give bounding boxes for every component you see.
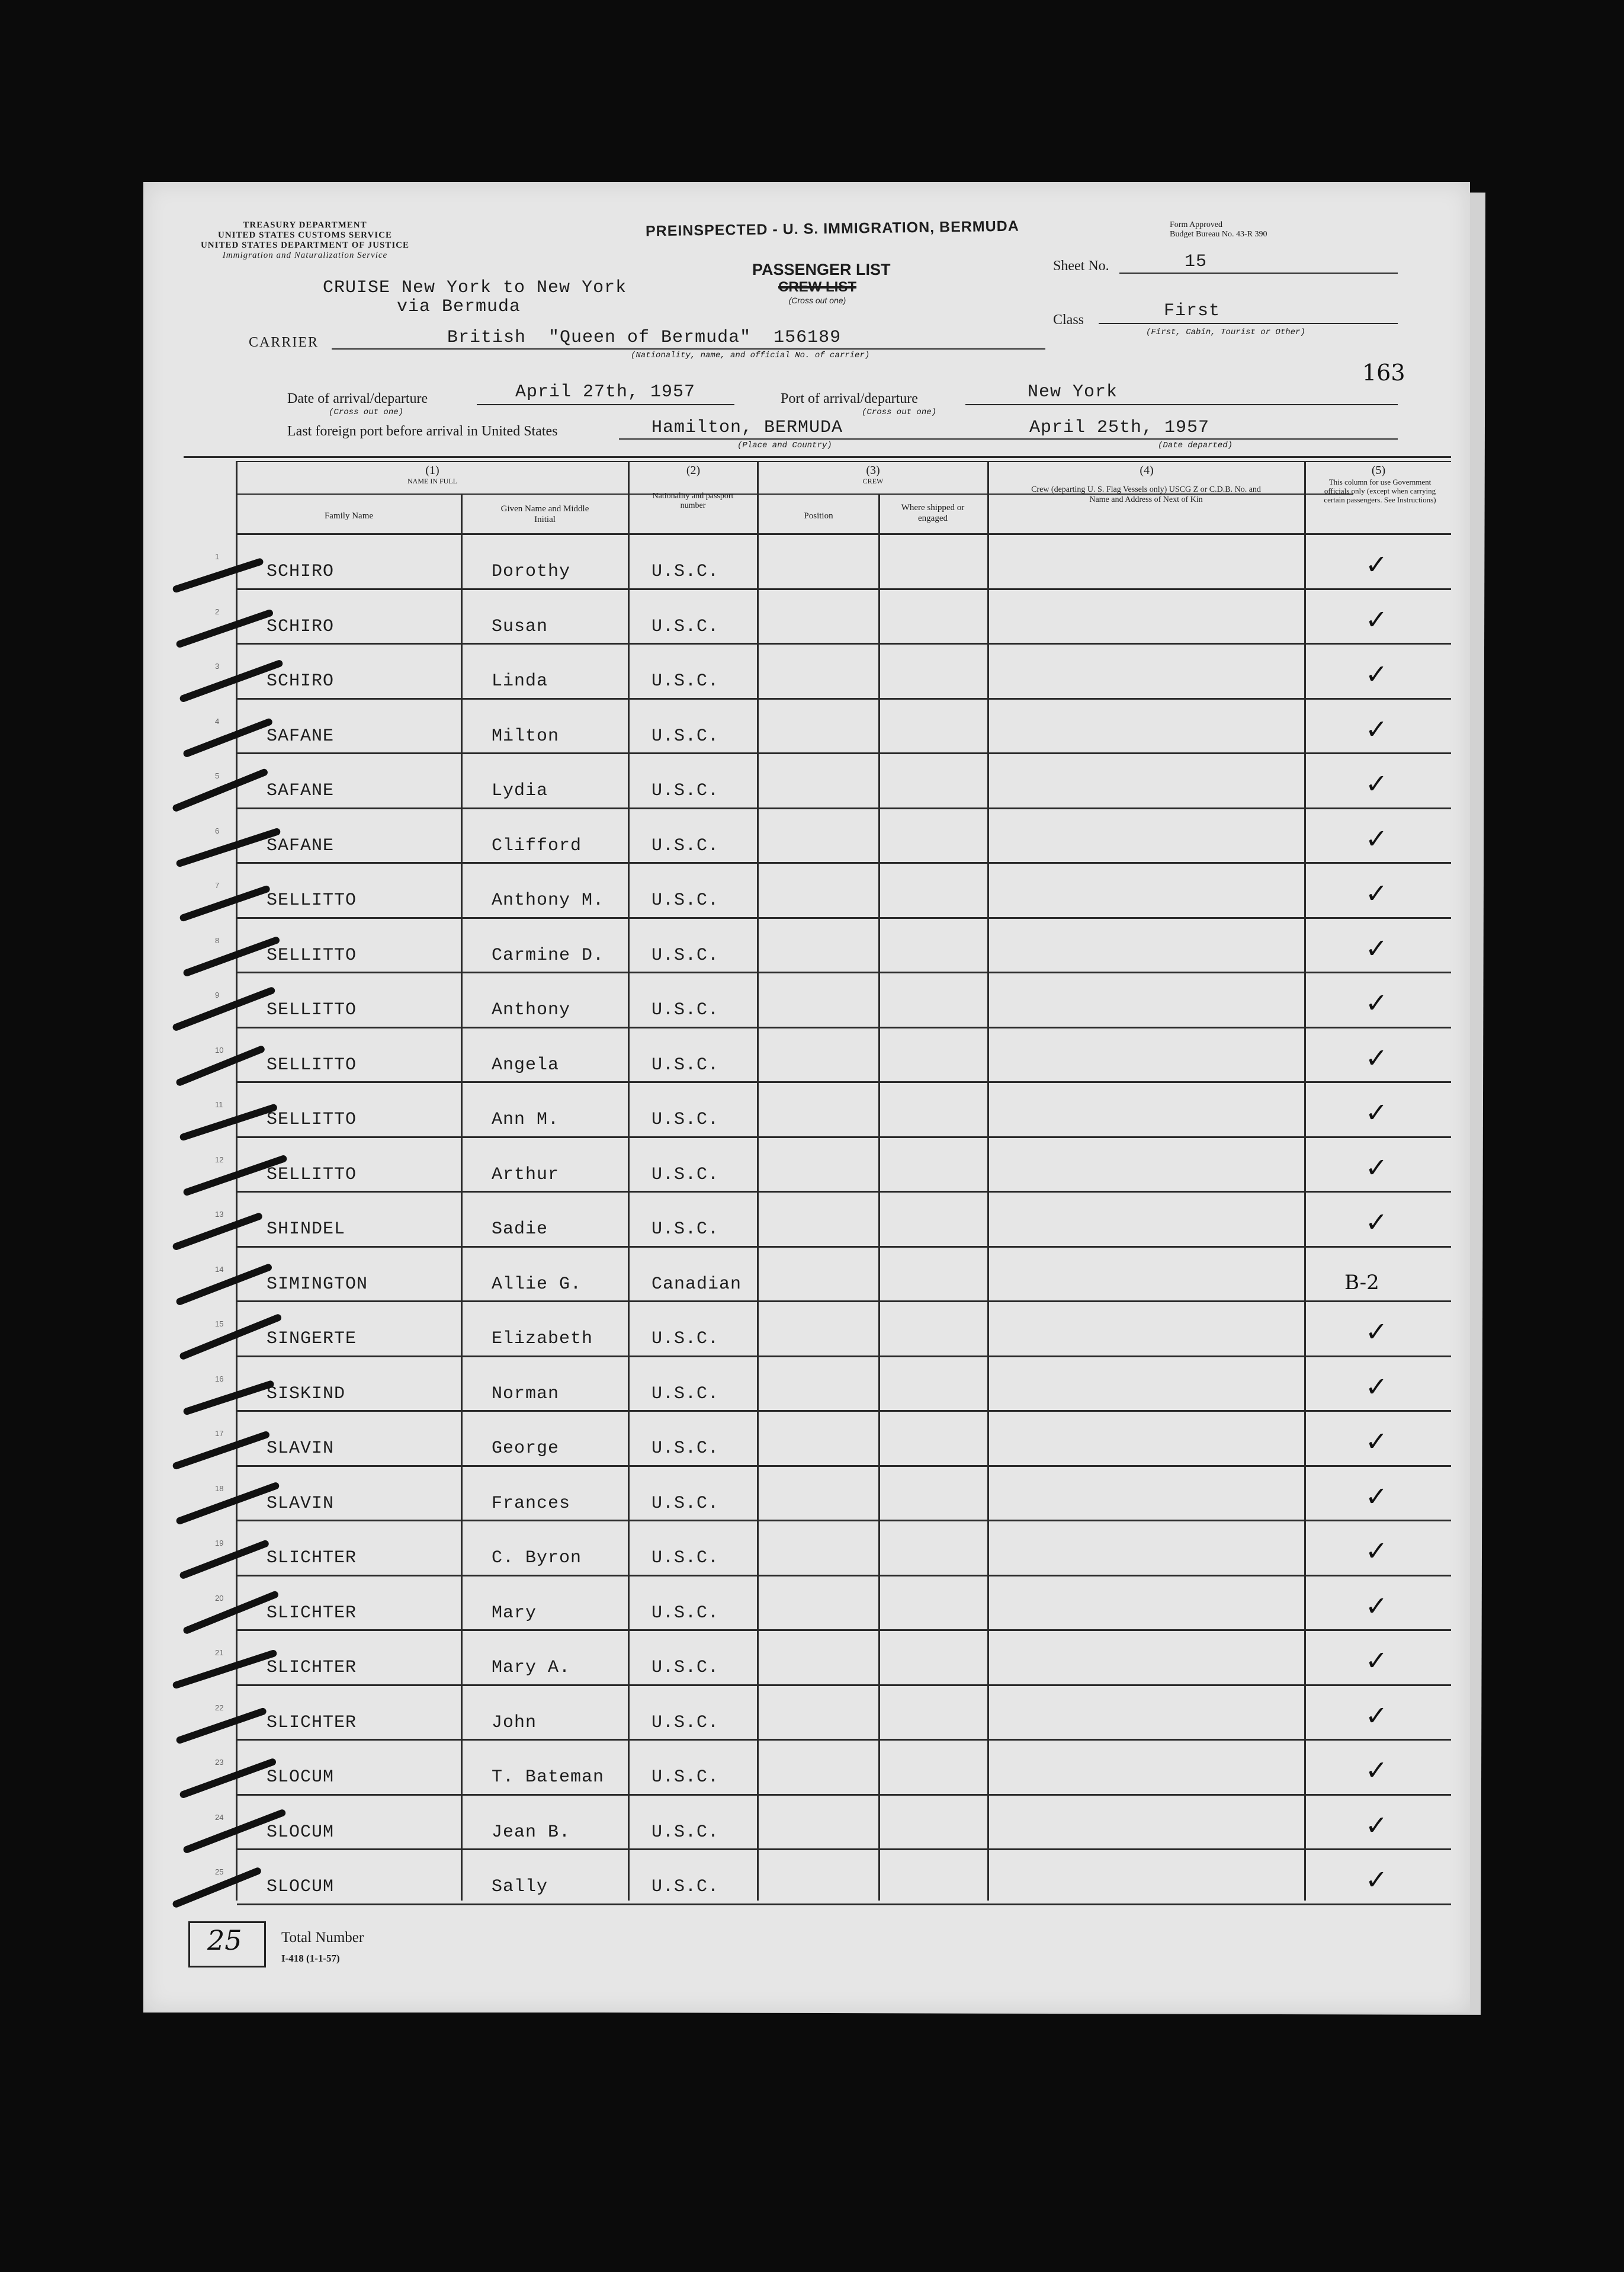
nationality-cell: U.S.C. [651,1548,720,1568]
given-name-cell: Milton [492,726,560,746]
nationality-heading: Nationality and passport number [652,492,734,510]
total-number-label: Total Number [281,1930,364,1946]
govt-mark: ✓ [1367,1097,1386,1132]
nationality-cell: U.S.C. [651,1767,720,1787]
given-name-heading: Given Name and Middle Initial [500,504,589,524]
govt-mark: ✓ [1367,658,1386,693]
carrier-note: (Nationality, name, and official No. of carrier) [631,351,870,360]
row-number: 1 [215,552,220,561]
given-name-cell: Dorothy [492,562,571,582]
dept-line-4: Immigration and Naturalization Service [222,251,388,260]
given-name-cell: Ann M. [492,1110,560,1130]
nationality-cell: U.S.C. [651,1000,720,1020]
last-port-label: Last foreign port before arrival in United States [287,424,558,439]
passenger-list-title: PASSENGER LIST [752,261,891,278]
port-underline [965,404,1398,405]
row-divider [237,1794,1451,1796]
total-number-value: 25 [207,1924,242,1956]
row-divider [237,807,1451,809]
row-divider [237,1465,1451,1467]
govt-mark: ✓ [1367,1809,1386,1844]
govt-mark: ✓ [1367,987,1386,1022]
form-approved-label: Form Approved [1170,220,1223,229]
row-divider [237,1684,1451,1686]
row-number: 12 [215,1155,224,1164]
nationality-cell: U.S.C. [651,1822,720,1842]
govt-mark: ✓ [1367,1480,1386,1515]
form-approved [1170,220,1267,239]
row-number: 6 [215,826,220,835]
family-name-cell: SELLITTO [267,1110,357,1130]
family-name-cell: SINGERTE [267,1329,357,1349]
govt-mark: ✓ [1367,1535,1386,1570]
class-value: First [1164,301,1221,321]
family-name-cell: SLICHTER [267,1712,357,1733]
cruise-line-2: via Bermuda [397,297,521,317]
family-name-cell: SAFANE [267,835,335,856]
given-name-cell: Lydia [492,781,548,801]
col5-number: (5) [1371,464,1386,477]
nationality-cell: Canadian [651,1274,742,1294]
govt-mark: ✓ [1367,877,1386,912]
family-name-cell: SELLITTO [267,890,357,911]
nationality-cell: U.S.C. [651,1164,720,1185]
carrier-label: CARRIER [249,335,319,350]
nationality-cell: U.S.C. [651,1383,720,1404]
row-number: 5 [215,771,220,780]
family-name-cell: SAFANE [267,726,335,746]
class-underline [1099,323,1398,324]
given-name-cell: Mary [492,1603,537,1623]
col1-heading [237,465,628,486]
row-divider [237,1739,1451,1741]
row-number: 17 [215,1429,224,1438]
family-name-cell: SLOCUM [267,1877,335,1897]
given-name-cell: Mary A. [492,1658,571,1678]
given-name-cell: Angela [492,1055,560,1075]
dept-line-1: TREASURY DEPARTMENT [243,220,367,230]
crew-kin-heading: Crew (departing U. S. Flag Vessels only) USCG Z or C.D.B. No. and Name and Address of Next of Kin [1031,485,1261,504]
govt-mark: ✓ [1367,603,1386,639]
row-number: 22 [215,1703,224,1712]
nationality-cell: U.S.C. [651,1603,720,1623]
nationality-cell: U.S.C. [651,1055,720,1075]
nationality-cell: U.S.C. [651,1438,720,1459]
date-departed-value: April 25th, 1957 [1029,418,1210,438]
date-departed-note: (Date departed) [1158,441,1233,450]
nationality-cell: U.S.C. [651,562,720,582]
govt-mark: ✓ [1367,1425,1386,1460]
family-name-cell: SAFANE [267,781,335,801]
given-name-cell: Frances [492,1493,571,1514]
form-number: I-418 (1-1-57) [281,1953,340,1964]
govt-mark: ✓ [1367,1316,1386,1351]
row-number: 2 [215,607,220,616]
given-name-cell: Carmine D. [492,945,605,966]
row-divider [237,752,1451,754]
cruise-route [323,278,627,316]
row-divider [237,1191,1451,1193]
date-arrival-label: Date of arrival/departure [287,391,428,406]
date-arrival-note: (Cross out one) [329,408,404,417]
department-block [178,220,432,261]
row-divider [237,1081,1451,1083]
dept-line-3: UNITED STATES DEPARTMENT OF JUSTICE [200,241,410,250]
family-name-cell: SIMINGTON [267,1274,368,1294]
nationality-cell: U.S.C. [651,945,720,966]
cross-out-note: (Cross out one) [788,296,846,305]
given-name-cell: T. Bateman [492,1767,605,1787]
port-value: New York [1028,382,1118,402]
given-name-cell: Sadie [492,1219,548,1239]
class-note: (First, Cabin, Tourist or Other) [1146,328,1305,337]
given-name-cell: Anthony M. [492,890,605,911]
list-title [752,261,891,305]
row-number: 23 [215,1758,224,1767]
govt-mark: ✓ [1367,1590,1386,1625]
govt-mark: ✓ [1367,768,1386,803]
given-name-cell: Susan [492,616,548,637]
family-name-cell: SELLITTO [267,945,357,966]
given-name-cell: Norman [492,1383,560,1404]
col1-number: (1) [425,464,439,477]
row-divider [237,1410,1451,1412]
col1-subtitle: NAME IN FULL [407,477,457,485]
row-number: 21 [215,1648,224,1657]
govt-mark: ✓ [1367,1042,1386,1077]
nationality-cell: U.S.C. [651,1219,720,1239]
row-divider [237,1629,1451,1631]
family-name-cell: SELLITTO [267,1055,357,1075]
family-name-heading: Family Name [324,511,374,521]
row-number: 20 [215,1593,224,1603]
govt-mark: ✓ [1367,1206,1386,1241]
row-divider [237,862,1451,864]
sheet-number: 15 [1185,252,1208,272]
row-number: 8 [215,935,220,945]
date-arrival-underline [477,404,734,405]
row-number: 25 [215,1867,224,1876]
family-name-cell: SCHIRO [267,671,335,691]
port-note: (Cross out one) [862,408,937,417]
family-name-cell: SLICHTER [267,1548,357,1568]
row-divider [237,1520,1451,1521]
family-name-cell: SLOCUM [267,1822,335,1842]
govt-mark: ✓ [1367,549,1386,584]
col3-number: (3) [866,464,880,477]
nationality-cell: U.S.C. [651,1493,720,1514]
nationality-cell: U.S.C. [651,1658,720,1678]
row-divider [237,588,1451,590]
last-port-value: Hamilton, BERMUDA [651,418,843,438]
given-name-cell: Clifford [492,835,582,856]
given-name-cell: Jean B. [492,1822,571,1842]
row-divider [237,1904,1451,1905]
row-number: 10 [215,1045,224,1055]
row-divider [237,1300,1451,1302]
govt-mark: ✓ [1367,1151,1386,1187]
family-name-cell: SLAVIN [267,1493,335,1514]
row-number: 3 [215,662,220,671]
position-heading: Position [804,511,833,521]
family-name-cell: SCHIRO [267,616,335,637]
govt-mark: ✓ [1367,1370,1386,1406]
preinspected-stamp: PREINSPECTED - U. S. IMMIGRATION, BERMUDA [645,217,1020,240]
row-number: 13 [215,1210,224,1219]
row-divider [237,643,1451,645]
row-number: 11 [215,1100,223,1109]
row-divider [237,1027,1451,1028]
given-name-cell: George [492,1438,560,1459]
given-name-cell: C. Byron [492,1548,582,1568]
govt-mark: ✓ [1367,1754,1386,1789]
dept-line-2: UNITED STATES CUSTOMS SERVICE [218,230,392,240]
row-number: 16 [215,1374,224,1383]
nationality-cell: U.S.C. [651,1712,720,1733]
family-name-cell: SLICHTER [267,1603,357,1623]
nationality-cell: U.S.C. [651,726,720,746]
row-divider [237,1246,1451,1248]
row-number: 4 [215,716,220,726]
row-number: 19 [215,1539,224,1547]
col3-subtitle: CREW [862,477,884,485]
date-arrival-value: April 27th, 1957 [515,382,696,402]
row-divider [237,972,1451,973]
govt-mark: ✓ [1367,1645,1386,1680]
govt-mark: ✓ [1367,932,1386,967]
row-divider [237,917,1451,919]
family-name-cell: SLICHTER [267,1658,357,1678]
row-number: 7 [215,881,220,890]
nationality-cell: U.S.C. [651,1110,720,1130]
row-divider [237,1848,1451,1850]
given-name-cell: Sally [492,1877,548,1897]
carrier-underline [332,348,1045,350]
given-name-cell: Anthony [492,1000,571,1020]
govt-mark: ✓ [1367,1864,1386,1899]
table-top-border [184,456,1451,458]
row-divider [237,698,1451,700]
header-bottom-border [237,533,1451,535]
col4-number: (4) [1140,464,1154,477]
last-port-note: (Place and Country) [737,441,832,450]
cruise-line-1: CRUISE New York to New York [323,278,627,298]
row-number: 18 [215,1483,224,1493]
crew-list-title: CREW LIST [778,279,856,295]
row-number: 14 [215,1264,224,1274]
nationality-cell: U.S.C. [651,671,720,691]
budget-bureau-number: Budget Bureau No. 43-R 390 [1170,230,1267,239]
sheet-underline [1119,273,1398,274]
nationality-cell: U.S.C. [651,616,720,637]
nationality-cell: U.S.C. [651,890,720,911]
family-name-cell: SISKIND [267,1383,346,1404]
col3-heading [759,465,987,486]
given-name-cell: Linda [492,671,548,691]
page-number: 163 [1362,360,1405,386]
govt-use-heading: This column for use Government officials only (except when carrying certain passengers. See Instructions) [1324,478,1436,504]
port-label: Port of arrival/departure [781,391,918,406]
class-label: Class [1053,312,1084,328]
nationality-cell: U.S.C. [651,1329,720,1349]
given-name-cell: Allie G. [492,1274,582,1294]
table-top-border-2 [237,461,1451,462]
family-name-cell: SELLITTO [267,1000,357,1020]
row-divider [237,1575,1451,1576]
given-name-cell: Arthur [492,1164,560,1185]
col-sep-family-given [461,494,463,1901]
row-number: 15 [215,1319,224,1328]
nationality-cell: U.S.C. [651,781,720,801]
family-name-cell: SLAVIN [267,1438,335,1459]
nationality-cell: U.S.C. [651,1877,720,1897]
where-shipped-heading: Where shipped or engaged [901,503,965,523]
sheet-label: Sheet No. [1053,258,1109,274]
col2-number: (2) [686,464,701,477]
last-port-underline [619,438,1398,440]
row-divider [237,1355,1451,1357]
given-name-cell: John [492,1712,537,1733]
carrier-value: British "Queen of Bermuda" 156189 [447,328,842,348]
family-name-cell: SCHIRO [267,562,335,582]
given-name-cell: Elizabeth [492,1329,593,1349]
govt-mark: ✓ [1367,1699,1386,1735]
family-name-cell: SELLITTO [267,1164,357,1185]
govt-mark: ✓ [1367,822,1386,858]
govt-mark: B-2 [1344,1270,1379,1294]
col-sep-position-where [878,494,880,1901]
family-name-cell: SHINDEL [267,1219,346,1239]
row-divider [237,1136,1451,1138]
govt-mark: ✓ [1367,713,1386,748]
nationality-cell: U.S.C. [651,835,720,856]
row-number: 24 [215,1812,224,1822]
family-name-cell: SLOCUM [267,1767,335,1787]
row-number: 9 [215,991,220,999]
